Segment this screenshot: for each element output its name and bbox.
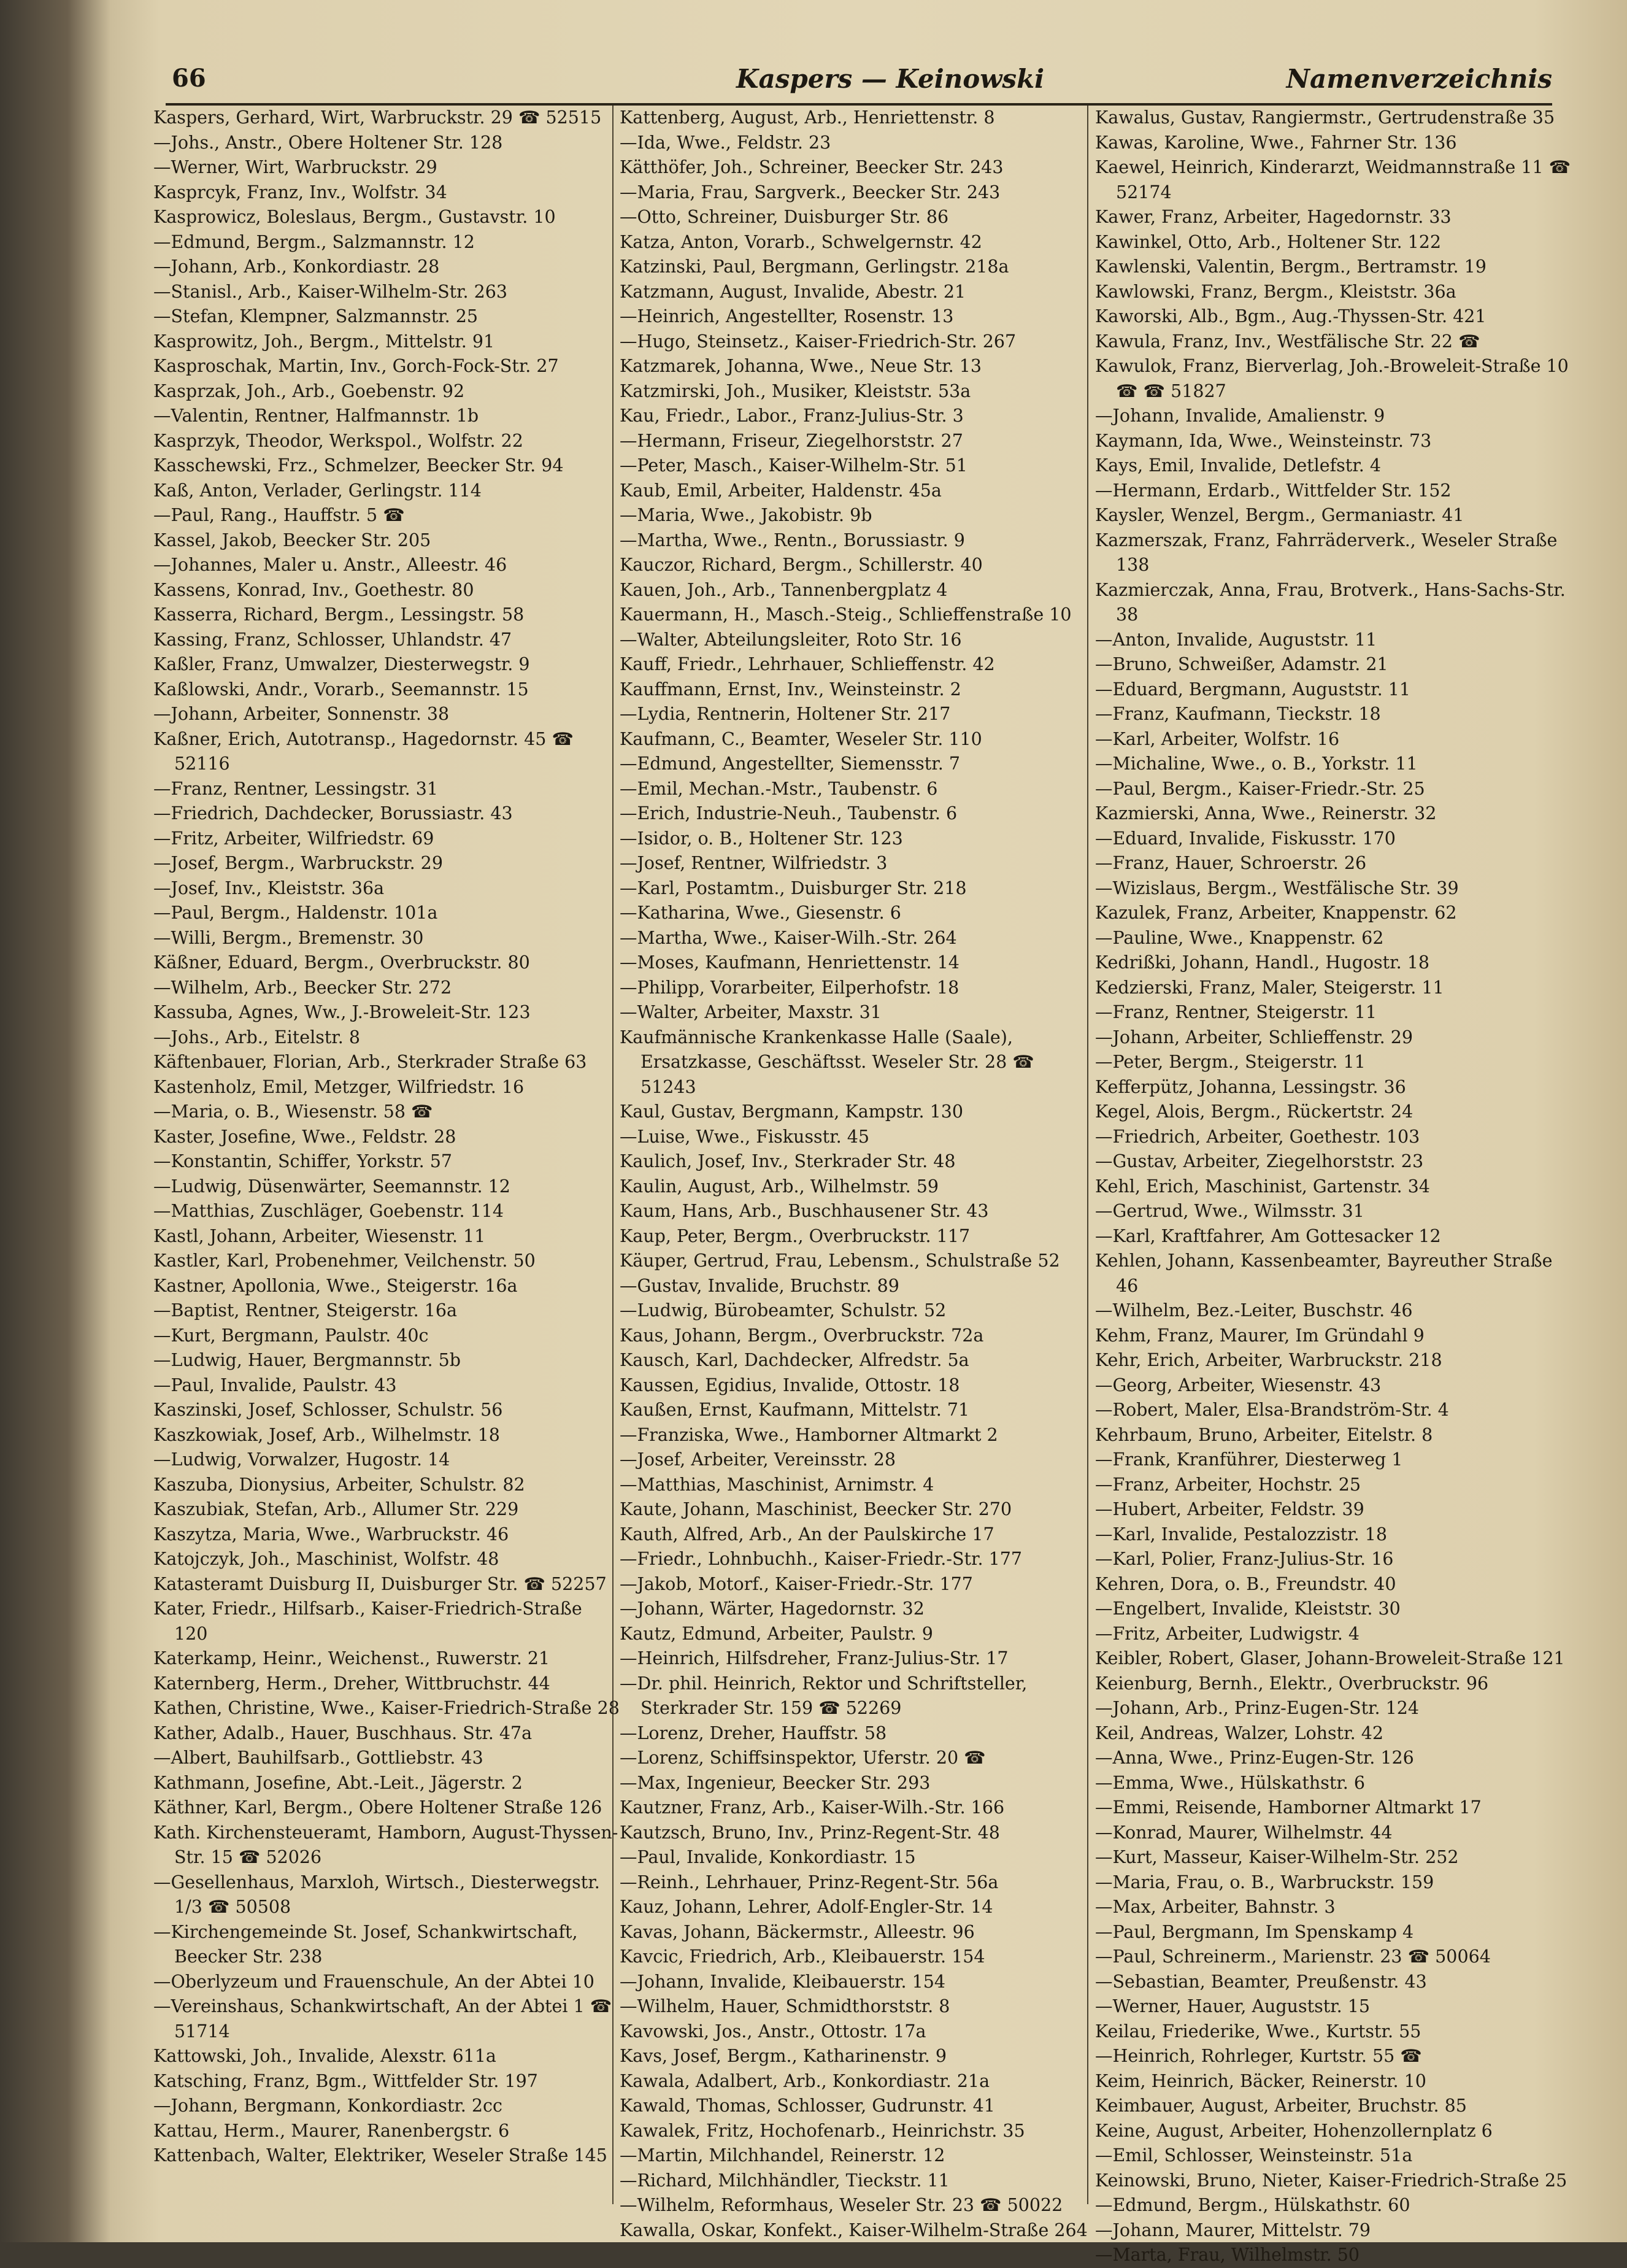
- directory-entry: Kastler, Karl, Probenehmer, Veilchenstr. 50: [153, 1251, 536, 1271]
- directory-entry: —Konrad, Maurer, Wilhelmstr. 44: [1095, 1822, 1393, 1843]
- page-number: 66: [172, 64, 206, 93]
- directory-entry: Kaszytza, Maria, Wwe., Warbruckstr. 46: [153, 1524, 509, 1545]
- directory-entry: Kehlen, Johann, Kassenbeamter, Bayreuther Straße 46: [1095, 1251, 1553, 1296]
- directory-entry: Kawas, Karoline, Wwe., Fahrner Str. 136: [1095, 132, 1457, 153]
- directory-entry: —Kurt, Masseur, Kaiser-Wilhelm-Str. 252: [1095, 1847, 1459, 1867]
- directory-entry: Kawalek, Fritz, Hochofenarb., Heinrichstr. 35: [620, 2120, 1025, 2141]
- directory-entry: —Ida, Wwe., Feldstr. 23: [620, 132, 831, 153]
- directory-entry: —Pauline, Wwe., Knappenstr. 62: [1095, 927, 1384, 948]
- directory-entry: Kaulich, Josef, Inv., Sterkrader Str. 48: [620, 1151, 956, 1171]
- directory-entry: Keimbauer, August, Arbeiter, Bruchstr. 85: [1095, 2096, 1467, 2116]
- directory-entry: —Moses, Kaufmann, Henriettenstr. 14: [620, 952, 960, 973]
- directory-entry: —Hermann, Erdarb., Wittfelder Str. 152: [1095, 480, 1452, 501]
- directory-entry: —Werner, Wirt, Warbruckstr. 29: [153, 157, 437, 177]
- directory-entry: —Josef, Bergm., Warbruckstr. 29: [153, 853, 443, 873]
- directory-entry: Kaulin, August, Arb., Wilhelmstr. 59: [620, 1176, 939, 1197]
- directory-entry: —Stefan, Klempner, Salzmannstr. 25: [153, 306, 479, 326]
- directory-entry: —Valentin, Rentner, Halfmannstr. 1b: [153, 406, 479, 426]
- directory-entry: Kasprzyk, Theodor, Werkspol., Wolfstr. 22: [153, 430, 523, 451]
- directory-entry: —Edmund, Angestellter, Siemensstr. 7: [620, 754, 960, 774]
- directory-entry: Kawald, Thomas, Schlosser, Gudrunstr. 41: [620, 2096, 995, 2116]
- directory-entry: —Wilhelm, Reformhaus, Weseler Str. 23 ☎ 50022: [620, 2195, 1063, 2215]
- directory-entry: Katernberg, Herm., Dreher, Wittbruchstr. 44: [153, 1673, 550, 1694]
- directory-entry: —Katharina, Wwe., Giesenstr. 6: [620, 903, 901, 923]
- directory-entry: Kau, Friedr., Labor., Franz-Julius-Str. 3: [620, 406, 964, 426]
- directory-entry: Kassing, Franz, Schlosser, Uhlandstr. 47: [153, 629, 512, 650]
- directory-entry: —Gertrud, Wwe., Wilmsstr. 31: [1095, 1201, 1364, 1221]
- directory-entry: Kautz, Edmund, Arbeiter, Paulstr. 9: [620, 1623, 933, 1644]
- directory-entry: Katsching, Franz, Bgm., Wittfelder Str. 197: [153, 2070, 538, 2091]
- directory-entry: Kauermann, H., Masch.-Steig., Schlieffenstraße 10: [620, 604, 1072, 625]
- directory-entry: Keienburg, Bernh., Elektr., Overbruckstr. 96: [1095, 1673, 1489, 1694]
- directory-entry: Keim, Heinrich, Bäcker, Reinerstr. 10: [1095, 2070, 1426, 2091]
- directory-column-2: [620, 106, 1092, 2240]
- directory-entry: —Oberlyzeum und Frauenschule, An der Abtei 10: [153, 1971, 594, 1992]
- directory-entry: Kattenberg, August, Arb., Henriettenstr. 8: [620, 107, 995, 128]
- directory-entry: —Max, Ingenieur, Beecker Str. 293: [620, 1772, 931, 1793]
- directory-entry: —Albert, Bauhilfsarb., Gottliebstr. 43: [153, 1748, 483, 1768]
- directory-entry: —Martha, Wwe., Rentn., Borussiastr. 9: [620, 530, 965, 550]
- directory-column-3: [1095, 106, 1580, 2265]
- directory-entry: —Ludwig, Düsenwärter, Seemannstr. 12: [153, 1176, 510, 1197]
- directory-entry: Kaspers, Gerhard, Wirt, Warbruckstr. 29 ☎ 52515: [153, 107, 602, 128]
- directory-entry: Kefferpütz, Johanna, Lessingstr. 36: [1095, 1076, 1406, 1097]
- directory-entry: —Paul, Invalide, Konkordiastr. 15: [620, 1847, 916, 1867]
- directory-entry: —Emil, Schlosser, Weinsteinstr. 51a: [1095, 2145, 1413, 2166]
- directory-entry: —Heinrich, Angestellter, Rosenstr. 13: [620, 306, 954, 326]
- directory-entry: Kaup, Peter, Bergm., Overbruckstr. 117: [620, 1225, 971, 1246]
- directory-entry: Keine, August, Arbeiter, Hohenzollernplatz 6: [1095, 2120, 1493, 2141]
- directory-entry: Kawer, Franz, Arbeiter, Hagedornstr. 33: [1095, 207, 1452, 227]
- directory-entry: —Richard, Milchhändler, Tieckstr. 11: [620, 2170, 950, 2191]
- directory-entry: Kater, Friedr., Hilfsarb., Kaiser-Friedrich-Straße 120: [153, 1599, 582, 1644]
- directory-entry: —Martin, Milchhandel, Reinerstr. 12: [620, 2145, 945, 2166]
- directory-entry: —Anna, Wwe., Prinz-Eugen-Str. 126: [1095, 1748, 1414, 1768]
- directory-entry: Kathmann, Josefine, Abt.-Leit., Jägerstr. 2: [153, 1772, 523, 1793]
- directory-entry: Kehrbaum, Bruno, Arbeiter, Eitelstr. 8: [1095, 1424, 1433, 1445]
- directory-entry: —Johann, Maurer, Mittelstr. 79: [1095, 2220, 1371, 2240]
- directory-entry: —Paul, Bergm., Kaiser-Friedr.-Str. 25: [1095, 778, 1425, 799]
- directory-entry: —Hubert, Arbeiter, Feldstr. 39: [1095, 1499, 1364, 1519]
- directory-entry: —Walter, Abteilungsleiter, Roto Str. 16: [620, 629, 962, 650]
- directory-entry: —Franz, Rentner, Lessingstr. 31: [153, 778, 439, 799]
- directory-column-1: [153, 106, 620, 2216]
- directory-entry: —Karl, Invalide, Pestalozzistr. 18: [1095, 1524, 1388, 1545]
- directory-entry: Kasproschak, Martin, Inv., Gorch-Fock-Str. 27: [153, 356, 559, 376]
- directory-entry: Katasteramt Duisburg II, Duisburger Str. ☎ 52257: [153, 1573, 607, 1594]
- directory-entry: Kassel, Jakob, Beecker Str. 205: [153, 530, 431, 550]
- directory-entry: —Engelbert, Invalide, Kleiststr. 30: [1095, 1599, 1401, 1619]
- directory-entry: Kavas, Johann, Bäckermstr., Alleestr. 96: [620, 1921, 975, 1942]
- directory-entry: —Hugo, Steinsetz., Kaiser-Friedrich-Str. 267: [620, 331, 1017, 352]
- running-head: Kaspers — Keinowski: [736, 64, 1045, 94]
- directory-entry: —Franz, Rentner, Steigerstr. 11: [1095, 1002, 1377, 1022]
- directory-entry: —Isidor, o. B., Holtener Str. 123: [620, 828, 903, 849]
- directory-entry: Käthner, Karl, Bergm., Obere Holtener Straße 126: [153, 1797, 602, 1818]
- directory-entry: —Josef, Arbeiter, Vereinsstr. 28: [620, 1449, 896, 1470]
- directory-entry: Kausch, Karl, Dachdecker, Alfredstr. 5a: [620, 1350, 969, 1370]
- directory-entry: Kaute, Johann, Maschinist, Beecker Str. 270: [620, 1499, 1012, 1519]
- directory-entry: —Heinrich, Hilfsdreher, Franz-Julius-Str. 17: [620, 1648, 1009, 1668]
- directory-entry: Kasprzak, Joh., Arb., Goebenstr. 92: [153, 380, 465, 401]
- directory-entry: Katojczyk, Joh., Maschinist, Wolfstr. 48: [153, 1549, 499, 1569]
- directory-entry: Kautzner, Franz, Arb., Kaiser-Wilh.-Str. 166: [620, 1797, 1005, 1818]
- directory-entry: Kasprowitz, Joh., Bergm., Mittelstr. 91: [153, 331, 495, 352]
- directory-entry: Katerkamp, Heinr., Weichenst., Ruwerstr. 21: [153, 1648, 550, 1668]
- directory-entry: Kaszinski, Josef, Schlosser, Schulstr. 56: [153, 1400, 503, 1420]
- directory-entry: Kavs, Josef, Bergm., Katharinenstr. 9: [620, 2046, 947, 2066]
- directory-entry: —Franziska, Wwe., Hamborner Altmarkt 2: [620, 1424, 998, 1445]
- directory-entry: —Johann, Arbeiter, Schlieffenstr. 29: [1095, 1027, 1413, 1047]
- directory-entry: —Matthias, Zuschläger, Goebenstr. 114: [153, 1201, 504, 1221]
- directory-entry: —Johann, Bergmann, Konkordiastr. 2cc: [153, 2096, 502, 2116]
- directory-entry: Kazmierski, Anna, Wwe., Reinerstr. 32: [1095, 803, 1437, 824]
- directory-entry: —Franz, Kaufmann, Tieckstr. 18: [1095, 704, 1381, 724]
- directory-entry: Kaufmännische Krankenkasse Halle (Saale), Ersatzkasse, Geschäftsst. Weseler Str. 28 ☎ 51243: [620, 1027, 1034, 1097]
- directory-entry: Kassens, Konrad, Inv., Goethestr. 80: [153, 579, 474, 600]
- directory-entry: —Stanisl., Arb., Kaiser-Wilhelm-Str. 263: [153, 281, 508, 302]
- directory-entry: Kaum, Hans, Arb., Buschhausener Str. 43: [620, 1201, 989, 1221]
- directory-entry: Katzmarek, Johanna, Wwe., Neue Str. 13: [620, 356, 982, 376]
- directory-entry: —Ludwig, Hauer, Bergmannstr. 5b: [153, 1350, 461, 1370]
- directory-entry: —Maria, o. B., Wiesenstr. 58 ☎: [153, 1101, 433, 1122]
- directory-entry: —Luise, Wwe., Fiskusstr. 45: [620, 1126, 869, 1147]
- directory-entry: —Maria, Frau, Sargverk., Beecker Str. 243: [620, 182, 1001, 202]
- directory-entry: Kaul, Gustav, Bergmann, Kampstr. 130: [620, 1101, 964, 1122]
- directory-entry: —Maria, Wwe., Jakobistr. 9b: [620, 505, 872, 525]
- directory-entry: Kaßler, Franz, Umwalzer, Diesterwegstr. 9: [153, 654, 530, 674]
- directory-entry: —Vereinshaus, Schankwirtschaft, An der Abtei 1 ☎ 51714: [153, 1996, 612, 2042]
- page-header: [166, 60, 1552, 106]
- directory-entry: —Gustav, Invalide, Bruchstr. 89: [620, 1275, 899, 1296]
- directory-entry: —Bruno, Schweißer, Adamstr. 21: [1095, 654, 1388, 674]
- directory-entry: Keilau, Friederike, Wwe., Kurtstr. 55: [1095, 2021, 1421, 2042]
- directory-entry: Kavowski, Jos., Anstr., Ottostr. 17a: [620, 2021, 926, 2042]
- directory-entry: Kaub, Emil, Arbeiter, Haldenstr. 45a: [620, 480, 942, 501]
- directory-entry: —Johannes, Maler u. Anstr., Alleestr. 46: [153, 555, 507, 575]
- directory-entry: Käßner, Eduard, Bergm., Overbruckstr. 80: [153, 952, 530, 973]
- directory-entry: Kawlowski, Franz, Bergm., Kleiststr. 36a: [1095, 281, 1456, 302]
- directory-entry: —Paul, Invalide, Paulstr. 43: [153, 1375, 397, 1395]
- directory-entry: Kastl, Johann, Arbeiter, Wiesenstr. 11: [153, 1225, 486, 1246]
- directory-entry: Kegel, Alois, Bergm., Rückertstr. 24: [1095, 1101, 1414, 1122]
- directory-entry: Kazmierczak, Anna, Frau, Brotverk., Hans-Sachs-Str. 38: [1095, 579, 1566, 625]
- directory-entry: —Karl, Polier, Franz-Julius-Str. 16: [1095, 1549, 1394, 1569]
- directory-entry: Kauff, Friedr., Lehrhauer, Schlieffenstr. 42: [620, 654, 995, 674]
- directory-entry: —Johann, Arb., Konkordiastr. 28: [153, 256, 440, 277]
- directory-entry: —Marta, Frau, Wilhelmstr. 50: [1095, 2245, 1360, 2265]
- directory-entry: Katzmann, August, Invalide, Abestr. 21: [620, 281, 966, 302]
- directory-entry: Keinowski, Bruno, Nieter, Kaiser-Friedrich-Straße 25: [1095, 2170, 1567, 2191]
- directory-entry: Kath. Kirchensteueramt, Hamborn, August-Thyssen-Str. 15 ☎ 52026: [153, 1822, 618, 1867]
- directory-entry: —Konstantin, Schiffer, Yorkstr. 57: [153, 1151, 453, 1171]
- directory-entry: Kauffmann, Ernst, Inv., Weinsteinstr. 2: [620, 679, 961, 700]
- directory-entry: Katzmirski, Joh., Musiker, Kleiststr. 53a: [620, 380, 971, 401]
- directory-entry: Kazmerszak, Franz, Fahrräderverk., Weseler Straße 138: [1095, 530, 1558, 575]
- directory-entry: —Baptist, Rentner, Steigerstr. 16a: [153, 1300, 458, 1321]
- directory-entry: Kastenholz, Emil, Metzger, Wilfriedstr. 16: [153, 1076, 525, 1097]
- directory-entry: —Karl, Arbeiter, Wolfstr. 16: [1095, 728, 1340, 749]
- directory-entry: Kattowski, Joh., Invalide, Alexstr. 611a: [153, 2046, 496, 2066]
- directory-entry: —Heinrich, Rohrleger, Kurtstr. 55 ☎: [1095, 2046, 1422, 2066]
- directory-entry: Kehl, Erich, Maschinist, Gartenstr. 34: [1095, 1176, 1430, 1197]
- directory-entry: Kauz, Johann, Lehrer, Adolf-Engler-Str. 14: [620, 1897, 993, 1917]
- section-title: Namenverzeichnis: [1286, 64, 1552, 94]
- directory-entry: Kaszubiak, Stefan, Arb., Allumer Str. 229: [153, 1499, 519, 1519]
- directory-entry: —Edmund, Bergm., Salzmannstr. 12: [153, 231, 475, 252]
- directory-entry: —Friedr., Lohnbuchh., Kaiser-Friedr.-Str. 177: [620, 1549, 1022, 1569]
- directory-entry: —Johs., Arb., Eitelstr. 8: [153, 1027, 361, 1047]
- directory-entry: Kastner, Apollonia, Wwe., Steigerstr. 16a: [153, 1275, 518, 1296]
- directory-entry: —Kurt, Bergmann, Paulstr. 40c: [153, 1325, 429, 1346]
- directory-entry: —Johs., Anstr., Obere Holtener Str. 128: [153, 132, 503, 153]
- directory-entry: Kaß, Anton, Verlader, Gerlingstr. 114: [153, 480, 482, 501]
- directory-entry: Kavcic, Friedrich, Arb., Kleibauerstr. 154: [620, 1946, 985, 1967]
- directory-entry: Kaysler, Wenzel, Bergm., Germaniastr. 41: [1095, 505, 1464, 525]
- directory-entry: —Georg, Arbeiter, Wiesenstr. 43: [1095, 1375, 1382, 1395]
- directory-entry: Kassuba, Agnes, Ww., J.-Broweleit-Str. 123: [153, 1002, 531, 1022]
- directory-entry: Kasschewski, Frz., Schmelzer, Beecker Str. 94: [153, 455, 564, 476]
- directory-entry: —Emma, Wwe., Hülskathstr. 6: [1095, 1772, 1366, 1793]
- directory-entry: —Frank, Kranführer, Diesterweg 1: [1095, 1449, 1403, 1470]
- directory-entry: Kattau, Herm., Maurer, Ranenbergstr. 6: [153, 2120, 510, 2141]
- directory-entry: —Peter, Masch., Kaiser-Wilhelm-Str. 51: [620, 455, 967, 476]
- directory-entry: Kawula, Franz, Inv., Westfälische Str. 22 ☎: [1095, 331, 1480, 352]
- directory-entry: Kaußen, Ernst, Kaufmann, Mittelstr. 71: [620, 1400, 970, 1420]
- directory-entry: —Karl, Kraftfahrer, Am Gottesacker 12: [1095, 1225, 1441, 1246]
- directory-entry: —Wilhelm, Arb., Beecker Str. 272: [153, 977, 452, 998]
- directory-entry: —Lydia, Rentnerin, Holtener Str. 217: [620, 704, 951, 724]
- directory-entry: Kaussen, Egidius, Invalide, Ottostr. 18: [620, 1375, 960, 1395]
- directory-entry: Käuper, Gertrud, Frau, Lebensm., Schulstraße 52: [620, 1251, 1060, 1271]
- directory-entry: Kawulok, Franz, Bierverlag, Joh.-Broweleit-Straße 10 ☎ ☎ 51827: [1095, 356, 1569, 401]
- directory-entry: —Matthias, Maschinist, Arnimstr. 4: [620, 1474, 934, 1495]
- directory-entry: Käftenbauer, Florian, Arb., Sterkrader Straße 63: [153, 1052, 587, 1072]
- directory-entry: Kaufmann, C., Beamter, Weseler Str. 110: [620, 728, 982, 749]
- directory-entry: Kaster, Josefine, Wwe., Feldstr. 28: [153, 1126, 456, 1147]
- directory-entry: Kawlenski, Valentin, Bergm., Bertramstr. 19: [1095, 256, 1487, 277]
- directory-entry: —Franz, Arbeiter, Hochstr. 25: [1095, 1474, 1361, 1495]
- directory-entry: Kathen, Christine, Wwe., Kaiser-Friedrich-Straße 28: [153, 1698, 620, 1718]
- directory-entry: Kawinkel, Otto, Arb., Holtener Str. 122: [1095, 231, 1442, 252]
- directory-entry: —Edmund, Bergm., Hülskathstr. 60: [1095, 2195, 1410, 2215]
- directory-entry: —Willi, Bergm., Bremenstr. 30: [153, 927, 424, 948]
- directory-entry: Kattenbach, Walter, Elektriker, Weseler Straße 145: [153, 2145, 607, 2166]
- directory-entry: —Johann, Wärter, Hagedornstr. 32: [620, 1599, 925, 1619]
- directory-entry: Kaewel, Heinrich, Kinderarzt, Weidmannstraße 11 ☎ 52174: [1095, 157, 1571, 202]
- directory-entry: —Josef, Rentner, Wilfriedstr. 3: [620, 853, 888, 873]
- directory-entry: —Fritz, Arbeiter, Wilfriedstr. 69: [153, 828, 434, 849]
- directory-entry: —Michaline, Wwe., o. B., Yorkstr. 11: [1095, 754, 1418, 774]
- directory-entry: —Ludwig, Vorwalzer, Hugostr. 14: [153, 1449, 450, 1470]
- directory-entry: Kauen, Joh., Arb., Tannenbergplatz 4: [620, 579, 948, 600]
- directory-entry: —Karl, Postamtm., Duisburger Str. 218: [620, 878, 967, 898]
- directory-entry: —Johann, Arb., Prinz-Eugen-Str. 124: [1095, 1698, 1420, 1718]
- directory-entry: —Jakob, Motorf., Kaiser-Friedr.-Str. 177: [620, 1573, 973, 1594]
- directory-entry: —Emil, Mechan.-Mstr., Taubenstr. 6: [620, 778, 938, 799]
- directory-entry: Kaymann, Ida, Wwe., Weinsteinstr. 73: [1095, 430, 1432, 451]
- directory-entry: Kaszkowiak, Josef, Arb., Wilhelmstr. 18: [153, 1424, 500, 1445]
- directory-entry: Kätthöfer, Joh., Schreiner, Beecker Str. 243: [620, 157, 1004, 177]
- directory-entry: Keibler, Robert, Glaser, Johann-Broweleit-Straße 121: [1095, 1648, 1565, 1668]
- directory-entry: —Erich, Industrie-Neuh., Taubenstr. 6: [620, 803, 958, 824]
- directory-entry: —Franz, Hauer, Schroerstr. 26: [1095, 853, 1367, 873]
- directory-entry: Kehr, Erich, Arbeiter, Warbruckstr. 218: [1095, 1350, 1442, 1370]
- directory-entry: Kather, Adalb., Hauer, Buschhaus. Str. 47a: [153, 1722, 533, 1743]
- directory-entry: —Friedrich, Arbeiter, Goethestr. 103: [1095, 1126, 1420, 1147]
- directory-entry: —Paul, Bergmann, Im Spenskamp 4: [1095, 1921, 1414, 1942]
- directory-entry: —Fritz, Arbeiter, Ludwigstr. 4: [1095, 1623, 1360, 1644]
- directory-entry: Kasserra, Richard, Bergm., Lessingstr. 58: [153, 604, 525, 625]
- directory-entry: Kedrißki, Johann, Handl., Hugostr. 18: [1095, 952, 1429, 973]
- directory-entry: —Paul, Bergm., Haldenstr. 101a: [153, 903, 438, 923]
- directory-entry: —Philipp, Vorarbeiter, Eilperhofstr. 18: [620, 977, 960, 998]
- directory-entry: —Paul, Rang., Hauffstr. 5 ☎: [153, 505, 405, 525]
- directory-entry: Kauth, Alfred, Arb., An der Paulskirche 17: [620, 1524, 994, 1545]
- directory-entry: —Lorenz, Dreher, Hauffstr. 58: [620, 1722, 887, 1743]
- directory-entry: —Martha, Wwe., Kaiser-Wilh.-Str. 264: [620, 927, 957, 948]
- directory-entry: Kasprowicz, Boleslaus, Bergm., Gustavstr. 10: [153, 207, 556, 227]
- directory-entry: Kaszuba, Dionysius, Arbeiter, Schulstr. 82: [153, 1474, 525, 1495]
- directory-entry: Kasprcyk, Franz, Inv., Wolfstr. 34: [153, 182, 447, 202]
- directory-entry: Kauczor, Richard, Bergm., Schillerstr. 40: [620, 555, 983, 575]
- directory-entry: Kaus, Johann, Bergm., Overbruckstr. 72a: [620, 1325, 984, 1346]
- directory-entry: —Sebastian, Beamter, Preußenstr. 43: [1095, 1971, 1427, 1992]
- directory-entry: —Johann, Arbeiter, Sonnenstr. 38: [153, 704, 450, 724]
- directory-entry: —Paul, Schreinerm., Marienstr. 23 ☎ 50064: [1095, 1946, 1491, 1967]
- directory-entry: —Walter, Arbeiter, Maxstr. 31: [620, 1002, 882, 1022]
- directory-entry: —Gustav, Arbeiter, Ziegelhorststr. 23: [1095, 1151, 1424, 1171]
- directory-entry: —Hermann, Friseur, Ziegelhorststr. 27: [620, 430, 963, 451]
- directory-entry: —Otto, Schreiner, Duisburger Str. 86: [620, 207, 949, 227]
- directory-entry: Kays, Emil, Invalide, Detlefstr. 4: [1095, 455, 1381, 476]
- directory-entry: —Lorenz, Schiffsinspektor, Uferstr. 20 ☎: [620, 1748, 986, 1768]
- directory-entry: —Johann, Invalide, Kleibauerstr. 154: [620, 1971, 945, 1992]
- directory-entry: —Peter, Bergm., Steigerstr. 11: [1095, 1052, 1366, 1072]
- directory-entry: Kaßlowski, Andr., Vorarb., Seemannstr. 15: [153, 679, 529, 700]
- directory-entry: —Max, Arbeiter, Bahnstr. 3: [1095, 1897, 1336, 1917]
- directory-entry: —Robert, Maler, Elsa-Brandström-Str. 4: [1095, 1400, 1449, 1420]
- directory-entry: —Kirchengemeinde St. Josef, Schankwirtschaft, Beecker Str. 238: [153, 1921, 578, 1967]
- directory-entry: Kaworski, Alb., Bgm., Aug.-Thyssen-Str. 421: [1095, 306, 1487, 326]
- directory-entry: —Wilhelm, Hauer, Schmidthorststr. 8: [620, 1996, 950, 2016]
- directory-entry: Kawala, Adalbert, Arb., Konkordiastr. 21a: [620, 2070, 990, 2091]
- directory-entry: Kawalla, Oskar, Konfekt., Kaiser-Wilhelm-Straße 264: [620, 2220, 1088, 2240]
- directory-entry: Kehren, Dora, o. B., Freundstr. 40: [1095, 1573, 1396, 1594]
- directory-entry: —Dr. phil. Heinrich, Rektor und Schriftsteller, Sterkrader Str. 159 ☎ 52269: [620, 1673, 1028, 1718]
- directory-entry: Katza, Anton, Vorarb., Schwelgernstr. 42: [620, 231, 982, 252]
- directory-entry: Kazulek, Franz, Arbeiter, Knappenstr. 62: [1095, 903, 1457, 923]
- directory-entry: Kawalus, Gustav, Rangiermstr., Gertrudenstraße 35: [1095, 107, 1555, 128]
- directory-entry: —Anton, Invalide, Auguststr. 11: [1095, 629, 1377, 650]
- directory-entry: —Ludwig, Bürobeamter, Schulstr. 52: [620, 1300, 947, 1321]
- directory-entry: Kedzierski, Franz, Maler, Steigerstr. 11: [1095, 977, 1444, 998]
- directory-entry: —Eduard, Invalide, Fiskusstr. 170: [1095, 828, 1396, 849]
- directory-entry: Keil, Andreas, Walzer, Lohstr. 42: [1095, 1722, 1383, 1743]
- directory-entry: —Eduard, Bergmann, Auguststr. 11: [1095, 679, 1410, 700]
- directory-entry: —Josef, Inv., Kleiststr. 36a: [153, 878, 385, 898]
- directory-entry: —Wizislaus, Bergm., Westfälische Str. 39: [1095, 878, 1459, 898]
- directory-entry: Kautzsch, Bruno, Inv., Prinz-Regent-Str. 48: [620, 1822, 1000, 1843]
- directory-entry: Kehm, Franz, Maurer, Im Gründahl 9: [1095, 1325, 1425, 1346]
- directory-entry: —Friedrich, Dachdecker, Borussiastr. 43: [153, 803, 513, 824]
- directory-entry: —Johann, Invalide, Amalienstr. 9: [1095, 406, 1385, 426]
- directory-entry: —Emmi, Reisende, Hamborner Altmarkt 17: [1095, 1797, 1482, 1818]
- directory-entry: —Reinh., Lehrhauer, Prinz-Regent-Str. 56a: [620, 1872, 999, 1892]
- directory-entry: —Maria, Frau, o. B., Warbruckstr. 159: [1095, 1872, 1434, 1892]
- directory-entry: —Wilhelm, Bez.-Leiter, Buschstr. 46: [1095, 1300, 1413, 1321]
- directory-entry: Katzinski, Paul, Bergmann, Gerlingstr. 218a: [620, 256, 1009, 277]
- directory-entry: —Gesellenhaus, Marxloh, Wirtsch., Diesterwegstr. 1/3 ☎ 50508: [153, 1872, 600, 1917]
- directory-entry: Kaßner, Erich, Autotransp., Hagedornstr. 45 ☎ 52116: [153, 728, 574, 774]
- directory-entry: —Werner, Hauer, Auguststr. 15: [1095, 1996, 1371, 2016]
